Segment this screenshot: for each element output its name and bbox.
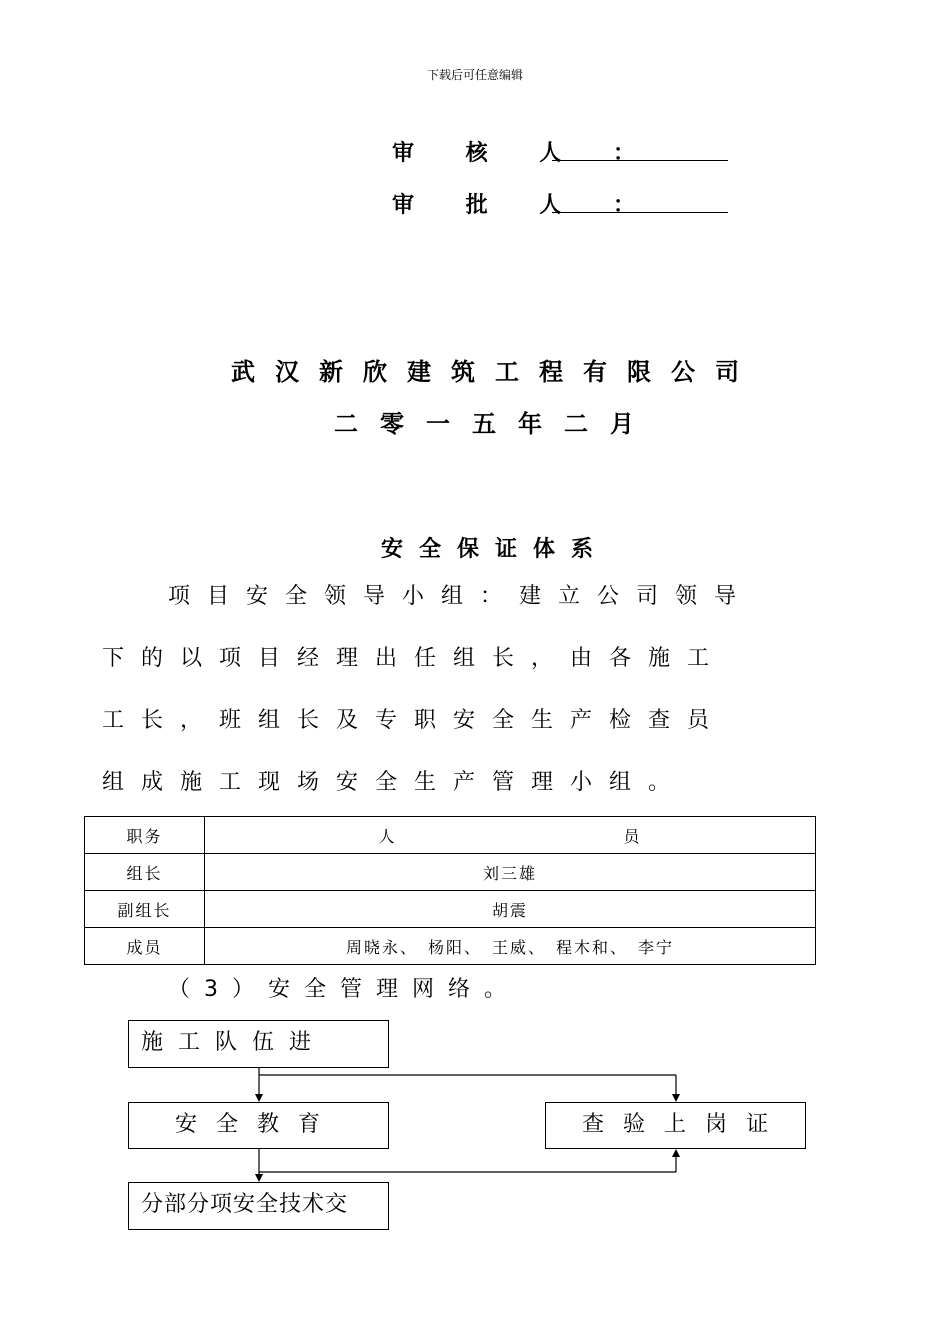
- arrow-head: [672, 1094, 680, 1102]
- company-name: 武汉新欣建筑工程有限公司: [231, 358, 759, 386]
- paragraph: [102, 566, 842, 814]
- header-role: 职务: [85, 817, 205, 854]
- row-role: 成员: [85, 928, 205, 965]
- row-people: 刘三雄: [205, 854, 816, 891]
- flow-box-safety-education: [128, 1102, 389, 1149]
- flow-box-label: 分部分项安全技术交: [141, 1192, 349, 1217]
- row-role: 组长: [85, 854, 205, 891]
- section-title: 安全保证体系: [380, 537, 609, 562]
- reviewer-label: 审 核 人 ：: [392, 141, 657, 166]
- approver-label: 审 批 人 ：: [392, 193, 657, 218]
- approver-signature-line: [552, 212, 728, 213]
- paragraph-line: 工长，班组长及专职安全生产检查员: [102, 708, 727, 733]
- subsection-title: （3）安全管理网络。: [168, 977, 520, 1002]
- header-people-a: 人: [378, 826, 397, 846]
- table-row: [85, 928, 816, 965]
- flow-box-label: 安 全 教 育: [175, 1112, 326, 1137]
- flow-box-label: 施 工 队 伍 进: [141, 1030, 315, 1055]
- flow-box-team-entry: [128, 1020, 389, 1068]
- flow-box-label: 查 验 上 岗 证: [582, 1112, 774, 1137]
- header-note: 下载后可任意编辑: [426, 68, 523, 82]
- table-header-row: [85, 817, 816, 854]
- arrow-head: [255, 1174, 263, 1182]
- row-people: 胡震: [205, 891, 816, 928]
- paragraph-line: 项目安全领导小组：建立公司领导: [168, 584, 754, 609]
- document-date: 二零一五年二月: [334, 410, 656, 438]
- row-role: 副组长: [85, 891, 205, 928]
- arrow-head: [672, 1149, 680, 1157]
- paragraph-line: 组成施工现场安全生产管理小组。: [102, 770, 688, 795]
- paragraph-line: 下的以项目经理出任组长，由各施工: [102, 646, 727, 671]
- flow-box-license-check: [545, 1102, 806, 1149]
- staff-table: [84, 816, 816, 965]
- header-people-b: 员: [623, 826, 642, 846]
- arrow-head: [255, 1094, 263, 1102]
- reviewer-signature-line: [552, 160, 728, 161]
- header-people: [205, 817, 816, 854]
- flow-box-technical-briefing: [128, 1182, 389, 1230]
- table-row: [85, 854, 816, 891]
- row-people: 周晓永、 杨阳、 王威、 程木和、 李宁: [205, 928, 816, 965]
- table-row: [85, 891, 816, 928]
